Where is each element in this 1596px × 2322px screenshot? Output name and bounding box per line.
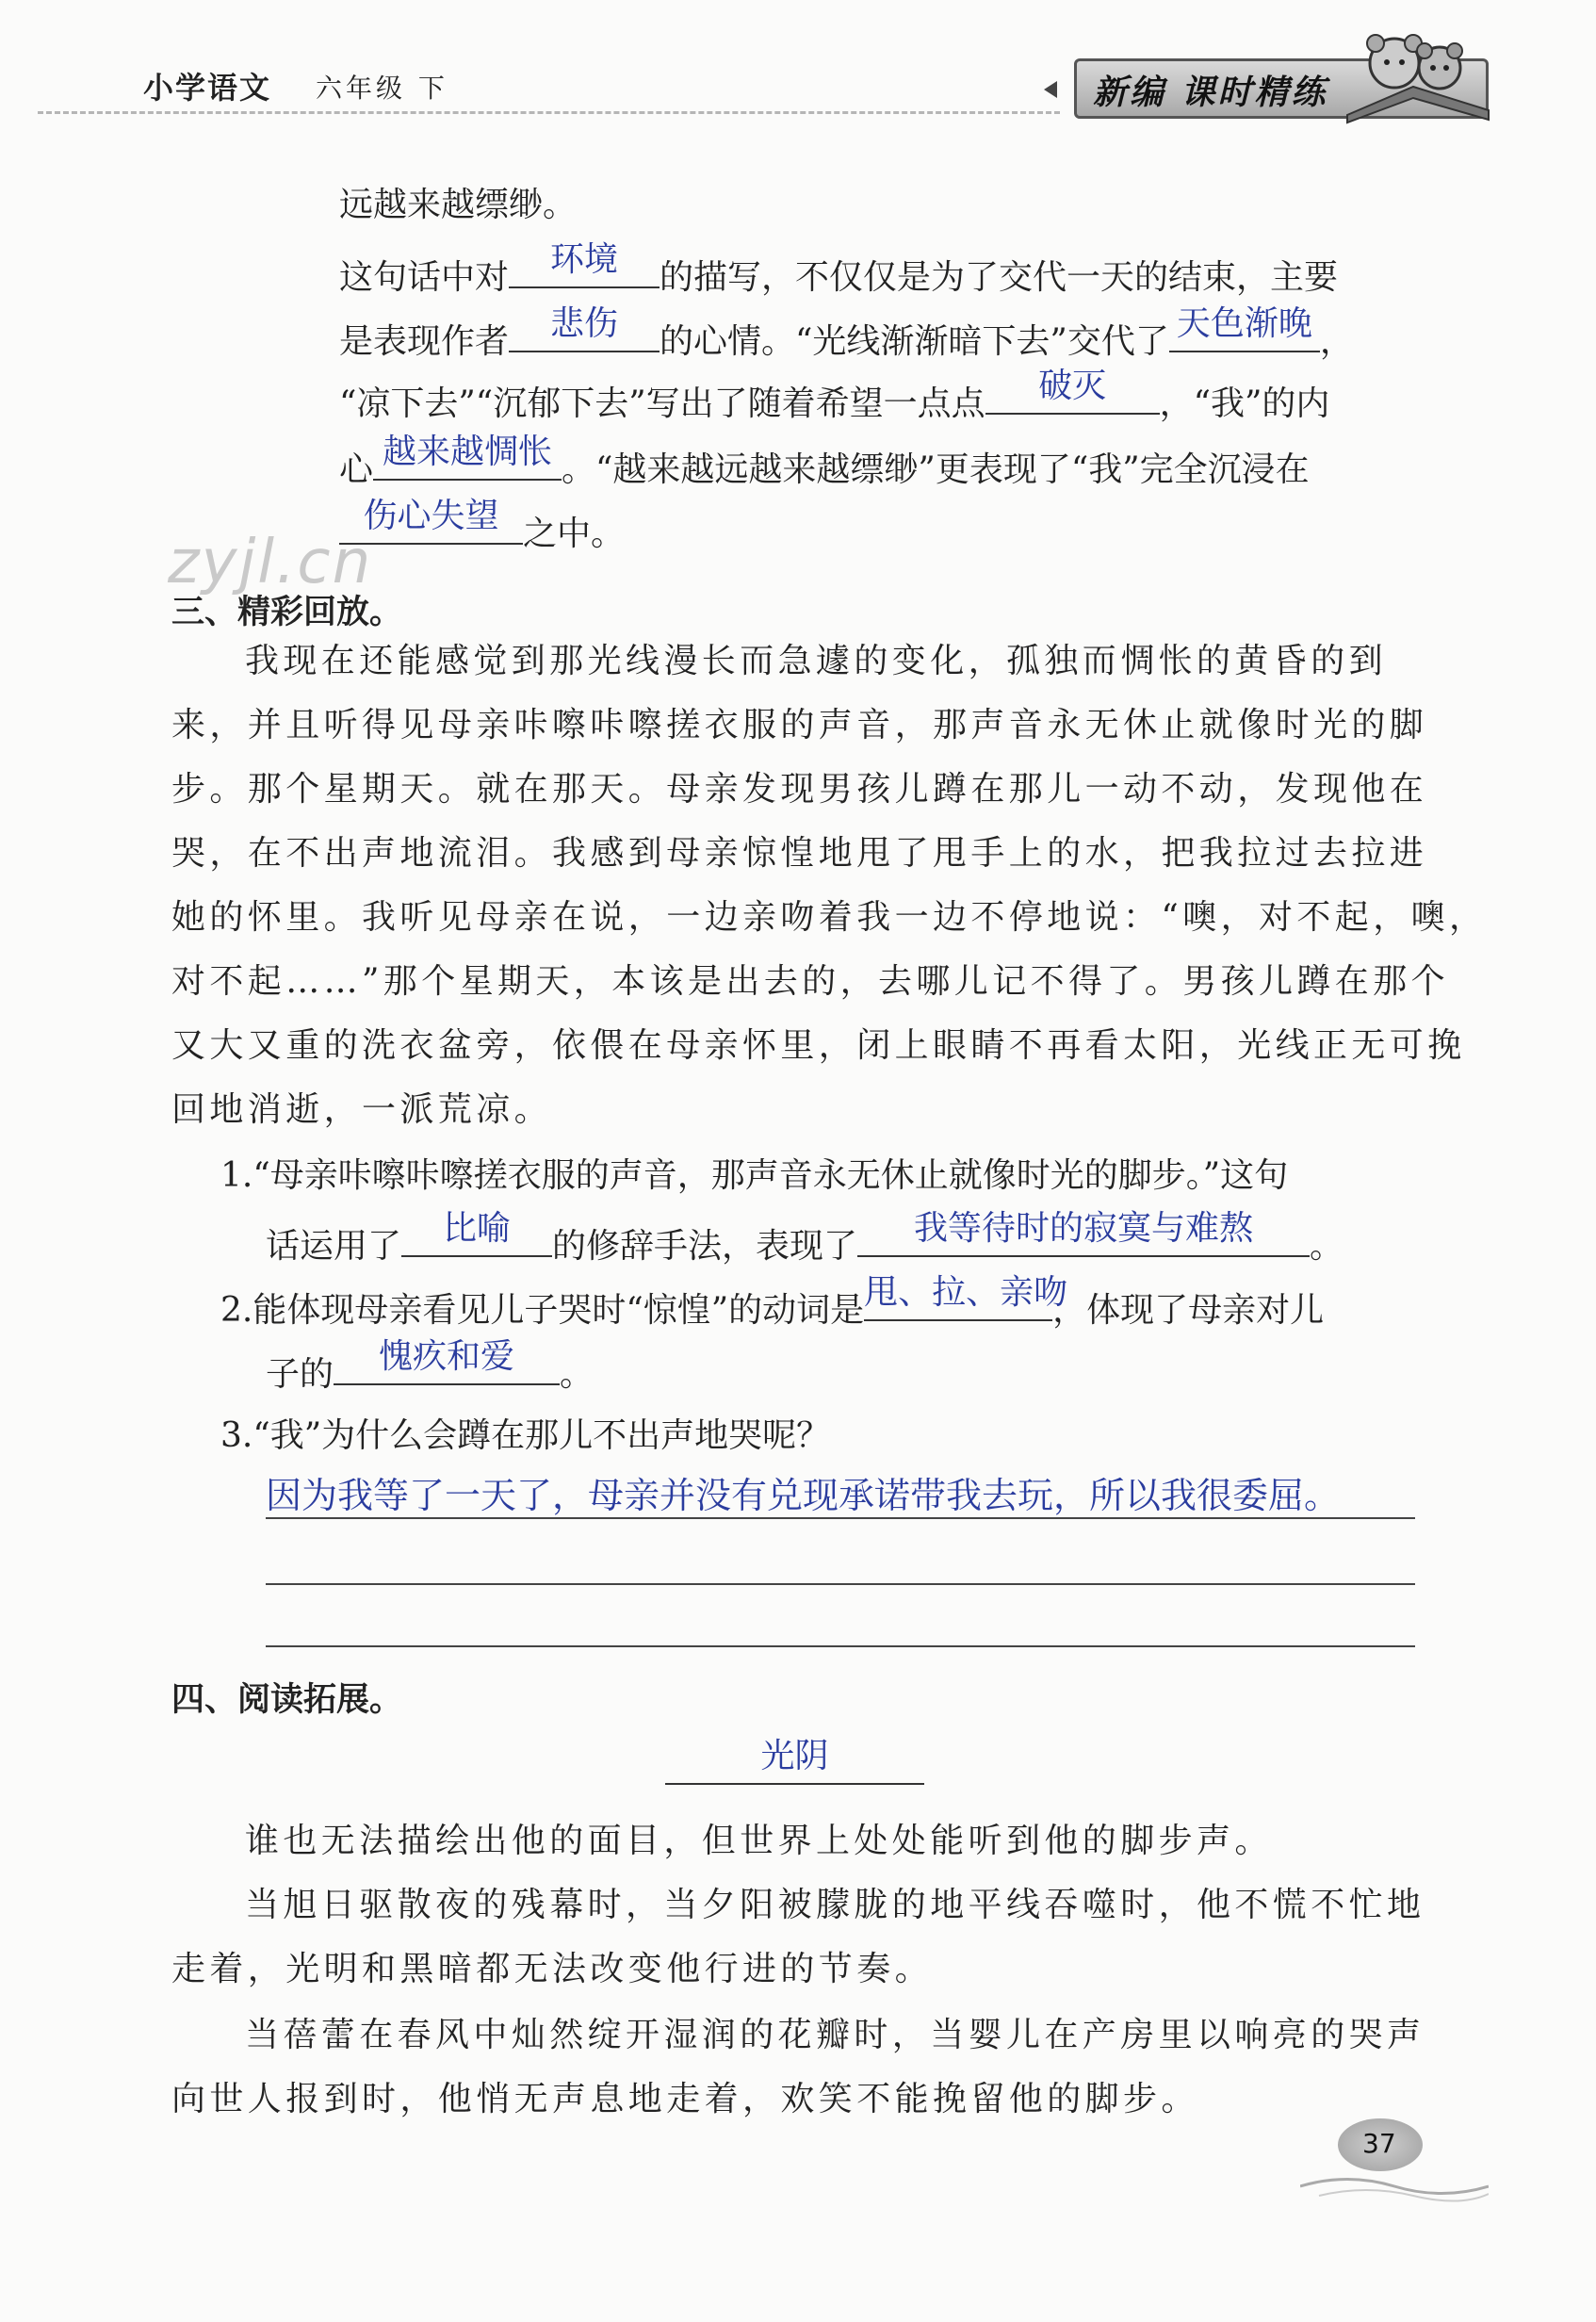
answer-text: 越来越惆怅 bbox=[383, 433, 553, 471]
text: ， bbox=[1319, 322, 1354, 361]
section-title: 三、精彩回放。 bbox=[171, 594, 403, 631]
bear-book-mascot-icon bbox=[1338, 21, 1498, 124]
answer-text: 伤心失望 bbox=[363, 497, 499, 535]
question-1-blanks bbox=[266, 1209, 1344, 1267]
question-2-line2 bbox=[266, 1337, 594, 1396]
text: 的修辞手法，表现了 bbox=[552, 1227, 858, 1266]
reading-line: 走着，光明和黑暗都无法改变他行进的节奏。 bbox=[171, 1950, 934, 1988]
answer-line bbox=[266, 1583, 1415, 1585]
text: 心 bbox=[339, 450, 374, 489]
text: 是表现作者 bbox=[339, 322, 510, 361]
text: “凉下去”“沉郁下去”写出了随着希望一点点 bbox=[339, 384, 985, 423]
passage-line bbox=[339, 367, 1330, 425]
passage-line: 远越来越缥缈。 bbox=[339, 186, 578, 224]
text: 。 bbox=[1310, 1227, 1344, 1266]
answer-blank bbox=[373, 433, 562, 481]
reading-line: 谁也无法描绘出他的面目，但世界上处处能听到他的脚步声。 bbox=[245, 1822, 1273, 1860]
text: 。“越来越远越来越缥缈”更表现了“我”完全沉浸在 bbox=[562, 450, 1310, 489]
answer-blank bbox=[1169, 304, 1320, 352]
question-1: 1.“母亲咔嚓咔嚓搓衣服的声音，那声音永无休止就像时光的脚步。”这句 bbox=[220, 1156, 1289, 1195]
title-blank bbox=[665, 1730, 924, 1785]
answer-text: 天色渐晚 bbox=[1176, 304, 1312, 343]
answer-line bbox=[266, 1645, 1415, 1647]
header-grade: 六年级 下 bbox=[316, 73, 448, 104]
reading-line: 来，并且听得见母亲咔嚓咔嚓搓衣服的声音，那声音永无休止就像时光的脚 bbox=[171, 706, 1428, 744]
section-title: 四、阅读拓展。 bbox=[171, 1681, 403, 1719]
passage-line bbox=[339, 240, 1339, 299]
reading-line: 哭，在不出声地流泪。我感到母亲惊惶地甩了甩手上的水，把我拉过去拉进 bbox=[171, 834, 1428, 873]
answer-blank bbox=[334, 1337, 560, 1385]
answer-text: 悲伤 bbox=[550, 304, 619, 343]
text: ，“我”的内 bbox=[1159, 384, 1330, 423]
answer-text: 比喻 bbox=[443, 1209, 512, 1248]
answer-text: 我等待时的寂寞与难熬 bbox=[914, 1209, 1254, 1248]
reading-line: 向世人报到时，他悄无声息地走着，欢笑不能挽留他的脚步。 bbox=[171, 2080, 1199, 2118]
watermark: zyjl.cn bbox=[168, 528, 373, 597]
answer-blank bbox=[509, 240, 660, 288]
answer-text: 破灭 bbox=[1038, 367, 1107, 405]
reading-line: 我现在还能感觉到那光线漫长而急遽的变化，孤独而惆怅的黄昏的到 bbox=[245, 642, 1388, 680]
reading-line: 她的怀里。我听见母亲在说，一边亲吻着我一边不停地说：“噢，对不起，噢， bbox=[171, 898, 1488, 937]
reading-line: 又大又重的洗衣盆旁，依偎在母亲怀里，闭上眼睛不再看太阳，光线正无可挽 bbox=[171, 1026, 1466, 1065]
question-3: 3.“我”为什么会蹲在那儿不出声地哭呢？ bbox=[220, 1416, 831, 1455]
title-answer: 光阴 bbox=[760, 1737, 829, 1775]
text: 之中。 bbox=[523, 515, 626, 553]
answer-blank bbox=[985, 367, 1160, 415]
reading-line: 对不起……”那个星期天，本该是出去的，去哪儿记不得了。男孩儿蹲在那个 bbox=[171, 962, 1450, 1001]
header-brand-title: 新编 课时精练 bbox=[1093, 74, 1328, 112]
answer-text: 甩、拉、亲吻 bbox=[864, 1273, 1068, 1312]
answer-line bbox=[266, 1517, 1415, 1519]
text: 这句话中对 bbox=[339, 258, 510, 297]
header-subject: 小学语文 bbox=[143, 70, 272, 106]
reading-line: 回地消逝，一派荒凉。 bbox=[171, 1090, 553, 1129]
answer-blank bbox=[857, 1209, 1310, 1257]
answer-blank bbox=[864, 1273, 1068, 1321]
passage-line bbox=[339, 497, 626, 555]
passage-line bbox=[339, 433, 1310, 491]
wave-decoration-icon bbox=[1300, 2167, 1489, 2205]
passage-line bbox=[339, 304, 1354, 363]
text: 子的 bbox=[266, 1355, 334, 1394]
answer-blank bbox=[401, 1209, 552, 1257]
header-arrow-icon bbox=[1044, 81, 1057, 98]
question-2 bbox=[220, 1273, 1325, 1332]
text: 。 bbox=[560, 1355, 594, 1394]
text: 2.能体现母亲看见儿子哭时“惊惶”的动词是 bbox=[220, 1291, 865, 1330]
reading-line: 步。那个星期天。就在那天。母亲发现男孩儿蹲在那儿一动不动，发现他在 bbox=[171, 770, 1428, 809]
question-3-answer: 因为我等了一天了，母亲并没有兑现承诺带我去玩，所以我很委屈。 bbox=[266, 1475, 1341, 1516]
header-divider bbox=[38, 111, 1060, 114]
answer-text: 愧疚和爱 bbox=[379, 1337, 515, 1376]
answer-text: 环境 bbox=[550, 240, 619, 279]
page-number: 37 bbox=[1362, 2128, 1396, 2159]
reading-line: 当蓓蕾在春风中灿然绽开湿润的花瓣时，当婴儿在产房里以响亮的哭声 bbox=[245, 2016, 1425, 2054]
answer-blank bbox=[509, 304, 660, 352]
text: 的心情。“光线渐渐暗下去”交代了 bbox=[660, 322, 1169, 361]
text: 话运用了 bbox=[266, 1227, 402, 1266]
text: ，体现了母亲对儿 bbox=[1052, 1291, 1325, 1330]
reading-line: 当旭日驱散夜的残幕时，当夕阳被朦胧的地平线吞噬时，他不慌不忙地 bbox=[245, 1886, 1425, 1924]
text: 的描写，不仅仅是为了交代一天的结束，主要 bbox=[660, 258, 1339, 297]
